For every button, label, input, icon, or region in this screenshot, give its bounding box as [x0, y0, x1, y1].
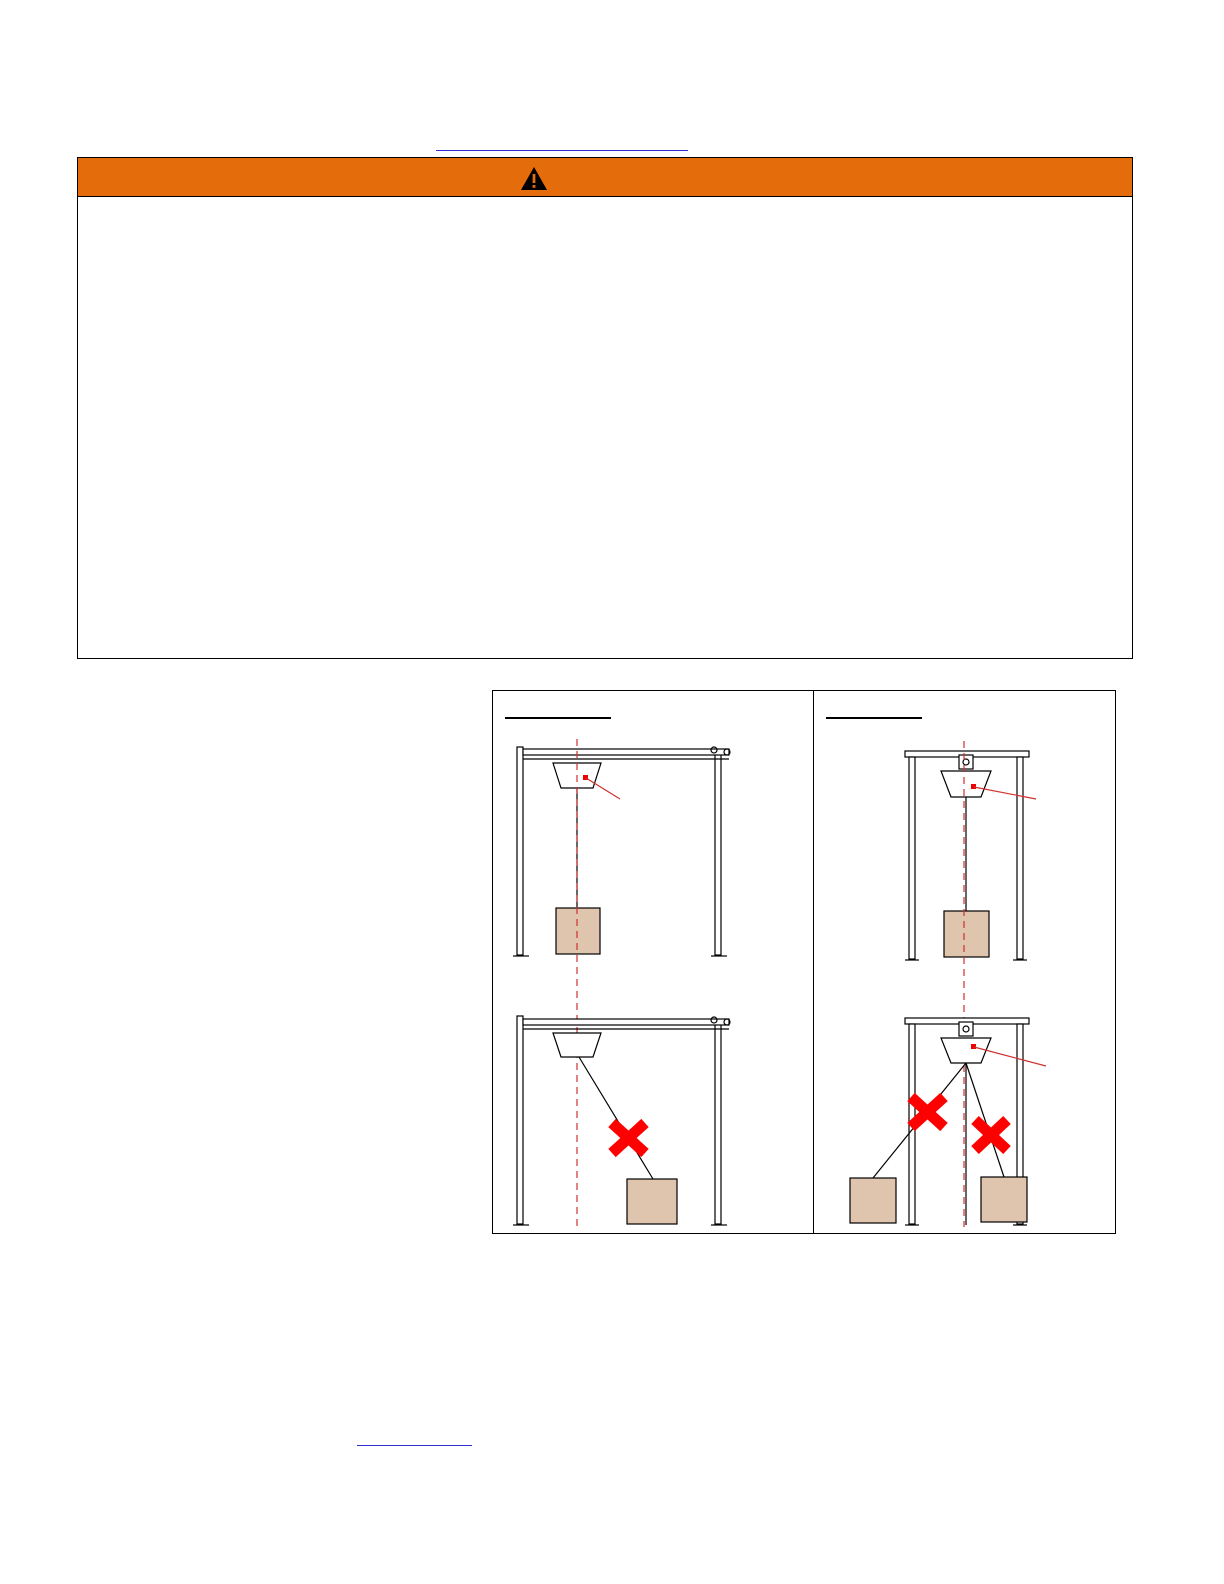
right-bottom-callout-line — [974, 1047, 1046, 1066]
warning-triangle-icon — [520, 166, 548, 191]
warning-header — [78, 158, 1132, 197]
right-top-callout-line — [974, 787, 1036, 799]
hoist-diagram-figure — [492, 690, 1116, 1234]
left-bottom-frame — [513, 1016, 730, 1225]
warning-box — [77, 157, 1133, 659]
left-offset-load-box — [850, 1178, 896, 1223]
prohibited-x-icon-right — [975, 1120, 1007, 1150]
top-hyperlink[interactable] — [436, 132, 688, 151]
bottom-hyperlink[interactable] — [357, 1427, 472, 1446]
right-offset-load-box — [981, 1177, 1027, 1222]
right-bottom-callout-dot — [971, 1044, 976, 1049]
warning-body-text — [90, 206, 1120, 648]
prohibited-x-icon-left — [911, 1097, 944, 1127]
prohibited-x-icon — [612, 1123, 645, 1153]
offset-load-box — [627, 1179, 677, 1224]
load-box-icon — [556, 908, 600, 954]
right-top-load-box — [944, 911, 989, 957]
hoist-diagrams — [493, 691, 1117, 1235]
right-top-callout-dot — [971, 784, 976, 789]
left-top-frame — [513, 747, 730, 956]
